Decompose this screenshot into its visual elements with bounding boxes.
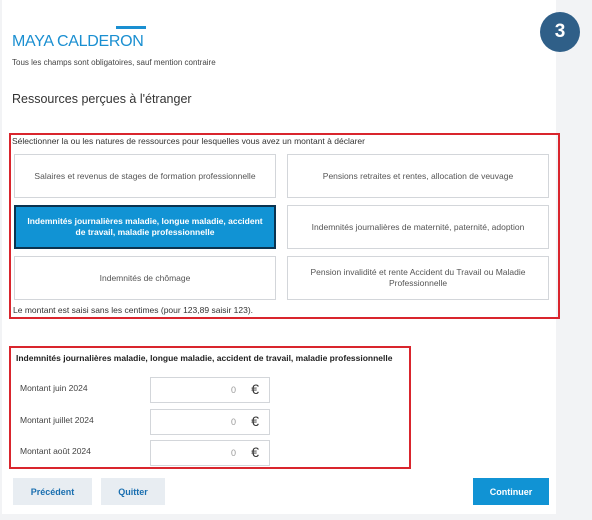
section-title: Ressources perçues à l'étranger	[12, 92, 192, 106]
selection-instruction: Sélectionner la ou les natures de ressources pour lesquelles vous avez un montant à déclarer	[12, 136, 365, 146]
amount-input-juin[interactable]	[150, 377, 270, 403]
amount-value: 0	[230, 417, 236, 427]
option-indemnites-maladie[interactable]: Indemnités journalières maladie, longue maladie, accident de travail, maladie professionnelle	[14, 205, 276, 249]
option-pension-invalidite[interactable]: Pension invalidité et rente Accident du Travail ou Maladie Professionnelle	[287, 256, 549, 300]
amounts-title: Indemnités journalières maladie, longue maladie, accident de travail, maladie professionnelle	[16, 353, 393, 363]
amount-value: 0	[230, 448, 236, 458]
option-indemnites-chomage[interactable]: Indemnités de chômage	[14, 256, 276, 300]
euro-icon: €	[251, 381, 259, 397]
euro-icon: €	[251, 444, 259, 460]
amount-input-juillet[interactable]	[150, 409, 270, 435]
option-salaires[interactable]: Salaires et revenus de stages de formation professionnelle	[14, 154, 276, 198]
option-pensions-retraites[interactable]: Pensions retraites et rentes, allocation de veuvage	[287, 154, 549, 198]
quit-button[interactable]: Quitter	[101, 478, 165, 505]
label-montant-juillet: Montant juillet 2024	[20, 415, 94, 425]
label-montant-juin: Montant juin 2024	[20, 383, 88, 393]
amount-format-note: Le montant est saisi sans les centimes (pour 123,89 saisir 123).	[13, 305, 254, 315]
amount-value: 0	[230, 385, 236, 395]
amount-input-aout[interactable]	[150, 440, 270, 466]
option-indemnites-maternite[interactable]: Indemnités journalières de maternité, paternité, adoption	[287, 205, 549, 249]
label-montant-aout: Montant août 2024	[20, 446, 91, 456]
continue-button[interactable]: Continuer	[473, 478, 549, 505]
required-fields-note: Tous les champs sont obligatoires, sauf mention contraire	[12, 58, 216, 67]
step-badge: 3	[540, 12, 580, 52]
euro-icon: €	[251, 413, 259, 429]
previous-button[interactable]: Précédent	[13, 478, 92, 505]
user-name: MAYA CALDERON	[12, 33, 144, 50]
top-accent-bar	[116, 26, 146, 29]
